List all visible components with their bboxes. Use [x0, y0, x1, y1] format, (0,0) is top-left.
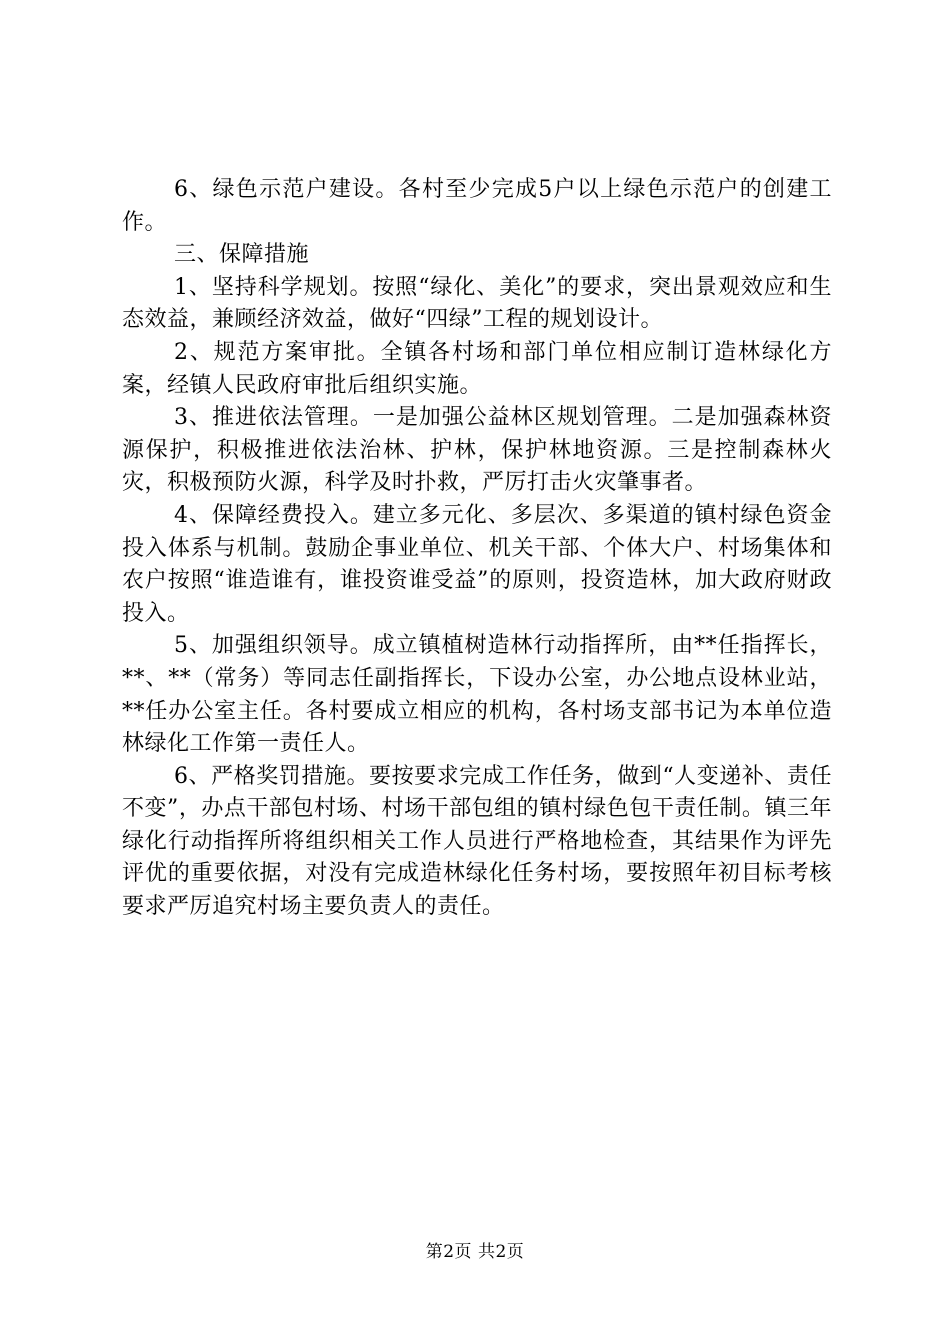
- document-body: [122, 174, 832, 924]
- paragraph-legal-management: 3、推进依法管理。一是加强公益林区规划管理。二是加强森林资源保护，积极推进依法治林、护林，保护林地资源。三是控制森林火灾，积极预防火源，科学及时扑救，严厉打击火灾肇事者。: [122, 405, 832, 496]
- paragraph-demo-household: 6、绿色示范户建设。各村至少完成5户以上绿色示范户的创建工作。: [122, 177, 832, 235]
- page-footer: 第2页 共2页: [425, 1242, 525, 1262]
- paragraph-approval: 2、规范方案审批。全镇各村场和部门单位相应制订造林绿化方案，经镇人民政府审批后组织实施。: [122, 339, 832, 398]
- section-heading-safeguards: 三、保障措施: [174, 242, 310, 268]
- paragraph-planning: 1、坚持科学规划。按照“绿化、美化”的要求，突出景观效应和生态效益，兼顾经济效益，做好“四绿”工程的规划设计。: [122, 274, 832, 333]
- paragraph-leadership: 5、加强组织领导。成立镇植树造林行动指挥所，由**任指挥长，**、**（常务）等同志任副指挥长，下设办公室，办公地点设林业站，**任办公室主任。各村要成立相应的机构，各村场支部书记为本单位造林绿化工作第一责任人。: [122, 633, 832, 757]
- paragraph-funding: 4、保障经费投入。建立多元化、多层次、多渠道的镇村绿色资金投入体系与机制。鼓励企事业单位、机关干部、个体大户、村场集体和农户按照“谁造谁有，谁投资谁受益”的原则，投资造林，加大政府财政投入。: [122, 502, 832, 626]
- paragraph-rewards-penalties: 6、严格奖罚措施。要按要求完成工作任务，做到“人变递补、责任不变”，办点干部包村场、村场干部包组的镇村绿色包干责任制。镇三年绿化行动指挥所将组织相关工作人员进行严格地检查，其结果作为评先评优的重要依据，对没有完成造林绿化任务村场，要按照年初目标考核要求严厉追究村场主要负责人的责任。: [122, 763, 832, 920]
